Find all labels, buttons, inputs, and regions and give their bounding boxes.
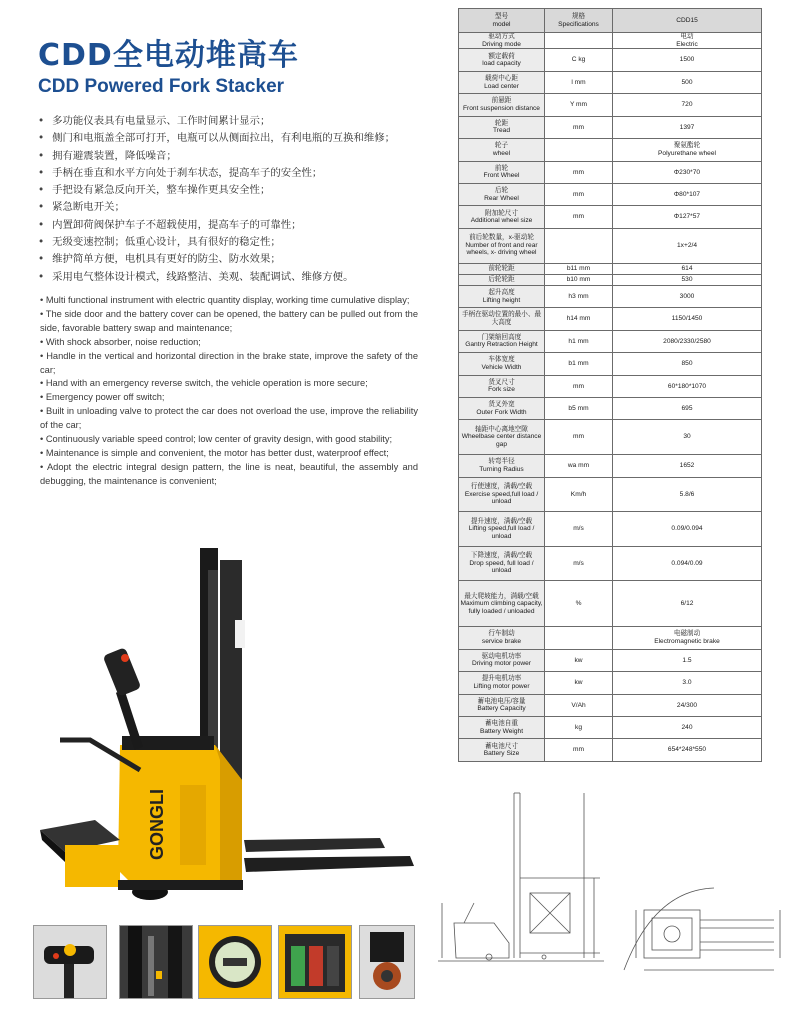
spec-label-en: Battery Capacity xyxy=(477,705,526,713)
spec-row xyxy=(459,274,762,285)
spec-unit: b5 mm xyxy=(545,398,613,420)
feature-cn-item: • 手把设有紧急反向开关，整车操作更具安全性； xyxy=(38,182,438,199)
feature-cn-item: • 侧门和电瓶盖全部可打开，电瓶可以从侧面拉出，有利电瓶的互换和维修； xyxy=(38,130,438,147)
side-view-drawing xyxy=(434,783,606,973)
spec-row xyxy=(459,94,762,116)
spec-label xyxy=(459,477,545,512)
spec-value xyxy=(613,420,762,455)
spec-label-cn: 前轮 xyxy=(494,164,509,172)
stacker-photo xyxy=(30,540,422,912)
spec-value xyxy=(613,581,762,627)
spec-label-en: Driving motor power xyxy=(472,660,531,668)
spec-label-cn: 蓄电池尺寸 xyxy=(485,742,518,750)
spec-label-en: Outer Fork Width xyxy=(476,408,527,416)
header-value: CDD15 xyxy=(613,9,762,33)
spec-row xyxy=(459,71,762,93)
spec-label xyxy=(459,546,545,581)
handle-detail-icon xyxy=(34,926,106,998)
spec-unit: % xyxy=(545,581,613,627)
spec-value-text: Φ127*57 xyxy=(673,213,701,221)
spec-row xyxy=(459,353,762,375)
spec-label xyxy=(459,455,545,477)
spec-label xyxy=(459,694,545,716)
spec-label-cn: 行车制动 xyxy=(488,630,515,638)
spec-unit: mm xyxy=(545,116,613,138)
spec-label xyxy=(459,263,545,274)
page-title-en: CDD Powered Fork Stacker xyxy=(38,76,285,97)
spec-label xyxy=(459,49,545,71)
spec-value-text: Electromagnetic brake xyxy=(654,638,720,646)
spec-label xyxy=(459,353,545,375)
warning-label xyxy=(235,620,245,648)
spec-row xyxy=(459,398,762,420)
spec-value-text: 695 xyxy=(681,404,693,412)
spec-label-en: Load center xyxy=(484,82,519,90)
header-model: 型号 model xyxy=(459,9,545,33)
feature-cn-item: • 无级变速控制；低重心设计，具有很好的稳定性； xyxy=(38,234,438,251)
spec-label-cn: 前轮轮距 xyxy=(488,264,515,272)
platform-base xyxy=(65,845,120,887)
spec-label xyxy=(459,116,545,138)
spec-row xyxy=(459,116,762,138)
spec-label xyxy=(459,71,545,93)
spec-unit: mm xyxy=(545,206,613,228)
spec-value-text: 0.094/0.09 xyxy=(671,559,703,567)
spec-value xyxy=(613,455,762,477)
spec-unit xyxy=(545,627,613,649)
feature-en-item: • Handle in the vertical and horizontal direction in the brake state, improve the safety of the car; xyxy=(40,350,418,378)
spec-label-en: Battery Size xyxy=(483,750,520,758)
feature-cn-item: • 采用电气整体设计模式，线路整洁、美观、装配调试、维修方便。 xyxy=(38,269,438,286)
spec-value xyxy=(613,228,762,263)
spec-unit: h1 mm xyxy=(545,330,613,352)
spec-label xyxy=(459,649,545,671)
meter-icon xyxy=(199,926,271,998)
spec-label-en: service brake xyxy=(481,638,522,646)
detail-thumbnails xyxy=(33,925,413,997)
spec-label-en: Battery Weight xyxy=(479,727,524,735)
spec-value-text: 1150/1450 xyxy=(671,315,703,323)
spec-value-text: 654*248*550 xyxy=(667,746,707,754)
spec-value-text: 24/300 xyxy=(676,701,698,709)
spec-value-text: 500 xyxy=(681,78,693,86)
spec-label xyxy=(459,398,545,420)
spec-value xyxy=(613,477,762,512)
spec-value-text: 0.09/0.094 xyxy=(671,525,703,533)
feature-cn-item: • 内置卸荷阀保护车子不超载使用，提高车子的可靠性； xyxy=(38,217,438,234)
spec-label xyxy=(459,228,545,263)
thumb-display-meter xyxy=(198,925,272,999)
spec-value xyxy=(613,161,762,183)
spec-label-en: Tread xyxy=(493,127,510,135)
spec-table xyxy=(458,8,762,762)
spec-label xyxy=(459,94,545,116)
spec-value xyxy=(613,49,762,71)
spec-value xyxy=(613,308,762,330)
spec-value-text: Electric xyxy=(676,40,698,48)
spec-label-en: Rear Wheel xyxy=(484,194,519,202)
spec-label-cn: 轴距中心离地空隙 xyxy=(475,425,528,433)
spec-value-text: 1652 xyxy=(679,462,695,470)
spec-label-en: Turning Radius xyxy=(479,465,524,473)
spec-label-en: Fork size xyxy=(488,386,515,394)
header-spec: 规格 Specifications xyxy=(545,9,613,33)
battery-icon xyxy=(279,926,351,998)
spec-value-text: 60*180*1070 xyxy=(667,382,707,390)
spec-unit xyxy=(545,139,613,161)
spec-label-en: Additional wheel size xyxy=(470,217,533,225)
spec-row xyxy=(459,546,762,581)
feature-en-item: • Adopt the electric integral design pattern, the line is neat, beautiful, the assembly and debugging, the maintenance is convenient; xyxy=(40,461,418,489)
feature-cn-item: • 紧急断电开关； xyxy=(38,199,438,216)
spec-value-text: 3000 xyxy=(679,292,695,300)
spec-unit: h3 mm xyxy=(545,285,613,307)
spec-label-en: wheel xyxy=(492,149,511,157)
spec-label-en: Wheelbase center distance gap xyxy=(461,433,542,449)
spec-label-cn: 车体宽度 xyxy=(488,356,515,364)
spec-label xyxy=(459,420,545,455)
spec-label-en: load capacity xyxy=(482,60,521,68)
spec-label-cn: 后轮轮距 xyxy=(488,276,515,284)
spec-label xyxy=(459,330,545,352)
spec-value-cn: 电动 xyxy=(680,33,694,41)
spec-row xyxy=(459,717,762,739)
feature-en-item: • Multi functional instrument with electric quantity display, working time cumulative display; xyxy=(40,294,418,308)
spec-row xyxy=(459,627,762,649)
spec-row xyxy=(459,139,762,161)
spec-label-cn: 提升电机功率 xyxy=(481,675,522,683)
spec-value xyxy=(613,139,762,161)
spec-label xyxy=(459,581,545,627)
spec-label-cn: 轮距 xyxy=(494,119,509,127)
feature-en-item: • Continuously variable speed control; low center of gravity design, with good stability; xyxy=(40,433,418,447)
spec-value-text: Φ230*70 xyxy=(673,168,701,176)
spec-label xyxy=(459,717,545,739)
spec-label-en: Gantry Retraction Height xyxy=(465,341,538,349)
spec-unit: b11 mm xyxy=(545,263,613,274)
spec-label-cn: 蓄电池自重 xyxy=(485,720,518,728)
spec-unit: Km/h xyxy=(545,477,613,512)
spec-label xyxy=(459,184,545,206)
spec-label-en: Driving mode xyxy=(482,40,521,48)
spec-row xyxy=(459,649,762,671)
spec-label-en: Vehicle Width xyxy=(481,363,522,371)
spec-row xyxy=(459,512,762,547)
spec-value xyxy=(613,285,762,307)
spec-value xyxy=(613,672,762,694)
spec-unit: mm xyxy=(545,420,613,455)
spec-label-cn: 附加轮尺寸 xyxy=(485,209,518,217)
base-frame xyxy=(118,880,243,890)
spec-label-cn: 货叉尺寸 xyxy=(488,378,515,386)
spec-value xyxy=(613,33,762,49)
spec-label-en: Front Wheel xyxy=(483,172,520,180)
spec-value xyxy=(613,116,762,138)
spec-row xyxy=(459,49,762,71)
spec-row xyxy=(459,33,762,49)
spec-row xyxy=(459,455,762,477)
spec-label xyxy=(459,161,545,183)
spec-row xyxy=(459,375,762,397)
spec-label-cn: 蓄电池电压/容量 xyxy=(477,697,526,705)
spec-value-cn: 电磁制动 xyxy=(673,630,701,638)
spec-label xyxy=(459,627,545,649)
spec-label-cn: 驱动方式 xyxy=(488,33,515,41)
spec-label-cn: 门架缩回高度 xyxy=(481,333,522,341)
fork-upper xyxy=(244,838,385,852)
feature-cn-item: • 手柄在垂直和水平方向处于刹车状态，提高车子的安全性； xyxy=(38,165,438,182)
spec-value xyxy=(613,627,762,649)
spec-value-text: 30 xyxy=(683,433,691,441)
spec-unit: m/s xyxy=(545,512,613,547)
feature-cn-item: • 维护简单方便，电机具有更好的防尘、防水效果； xyxy=(38,251,438,268)
spec-label xyxy=(459,308,545,330)
spec-label xyxy=(459,33,545,49)
spec-row xyxy=(459,477,762,512)
spec-label-cn: 最大爬坡能力，满载/空载 xyxy=(464,592,539,600)
spec-value-text: 1x+2/4 xyxy=(677,241,697,249)
spec-value xyxy=(613,649,762,671)
spec-row xyxy=(459,672,762,694)
spec-label xyxy=(459,375,545,397)
spec-label-cn: 货叉外宽 xyxy=(488,401,515,409)
spec-unit: kw xyxy=(545,649,613,671)
spec-label xyxy=(459,512,545,547)
spec-label-cn: 手柄在驱动位置的最小、最大高度 xyxy=(461,311,542,327)
feature-en-item: • The side door and the battery cover can be opened, the battery can be pulled out from the side, favorable battery swap and maintenance; xyxy=(40,308,418,336)
feature-en-item: • Built in unloading valve to protect the car does not overload the use, improve the reliability of the car; xyxy=(40,405,418,433)
spec-value xyxy=(613,206,762,228)
spec-row xyxy=(459,739,762,762)
spec-table-header xyxy=(459,9,762,33)
spec-value xyxy=(613,330,762,352)
spec-value xyxy=(613,71,762,93)
thumb-battery xyxy=(278,925,352,999)
handle-button xyxy=(121,654,129,662)
spec-row xyxy=(459,228,762,263)
spec-row xyxy=(459,694,762,716)
spec-label-en: Exercise speed,full load / unload xyxy=(464,490,539,506)
fork-lower xyxy=(244,856,414,872)
spec-value-text: 240 xyxy=(681,723,693,731)
spec-unit: C kg xyxy=(545,49,613,71)
spec-value-text: 720 xyxy=(681,101,693,109)
spec-unit: b1 mm xyxy=(545,353,613,375)
spec-value xyxy=(613,375,762,397)
motor-icon xyxy=(360,926,414,998)
spec-unit: m/s xyxy=(545,546,613,581)
spec-label xyxy=(459,274,545,285)
spec-label-cn: 后轮 xyxy=(494,187,509,195)
spec-unit: b10 mm xyxy=(545,274,613,285)
chain-detail-icon xyxy=(120,926,192,998)
spec-value-text: 1397 xyxy=(679,123,695,131)
feature-cn-item: • 拥有避震装置，降低噪音； xyxy=(38,148,438,165)
spec-value-text: 530 xyxy=(681,276,693,284)
spec-row xyxy=(459,161,762,183)
spec-label-cn: 提升速度，满载/空载 xyxy=(470,517,533,525)
spec-label-en: Front suspension distance xyxy=(463,105,540,113)
spec-value xyxy=(613,512,762,547)
spec-row xyxy=(459,420,762,455)
feature-cn-item: • 多功能仪表具有电量显示、工作时间累计显示； xyxy=(38,113,438,130)
spec-label-cn: 行使速度，满载/空载 xyxy=(470,482,533,490)
spec-value xyxy=(613,694,762,716)
spec-label-cn: 转弯半径 xyxy=(488,458,515,466)
spec-value xyxy=(613,353,762,375)
features-list-cn xyxy=(38,113,438,286)
spec-unit xyxy=(545,33,613,49)
spec-unit: kw xyxy=(545,672,613,694)
spec-value-text: 6/12 xyxy=(680,600,694,608)
spec-value-text: 1.5 xyxy=(682,656,692,664)
spec-label-cn: 下降速度，满载/空载 xyxy=(470,552,533,560)
spec-label-cn: 轮子 xyxy=(494,142,509,150)
spec-label-en: Maximum climbing capacity, fully loaded / unloaded xyxy=(460,600,543,615)
spec-value xyxy=(613,546,762,581)
spec-value-text: 1500 xyxy=(679,56,695,64)
spec-unit: kg xyxy=(545,717,613,739)
spec-value xyxy=(613,94,762,116)
spec-label-cn: 前悬距 xyxy=(491,97,512,105)
spec-label xyxy=(459,739,545,762)
spec-label-en: Lifting speed,full load / unload xyxy=(468,525,535,540)
spec-value xyxy=(613,717,762,739)
spec-value-text: Φ80*107 xyxy=(673,190,701,198)
spec-value xyxy=(613,263,762,274)
spec-value xyxy=(613,398,762,420)
handle-grip xyxy=(103,647,142,697)
features-list-en xyxy=(40,294,418,489)
spec-unit: mm xyxy=(545,161,613,183)
spec-row xyxy=(459,263,762,274)
spec-unit: mm xyxy=(545,184,613,206)
spec-unit: V/Ah xyxy=(545,694,613,716)
spec-label-en: Lifting height xyxy=(482,296,521,304)
spec-row xyxy=(459,330,762,352)
spec-value xyxy=(613,274,762,285)
spec-unit xyxy=(545,228,613,263)
feature-en-item: • With shock absorber, noise reduction; xyxy=(40,336,418,350)
spec-value-cn: 聚氨酯轮 xyxy=(673,142,701,150)
spec-label xyxy=(459,285,545,307)
feature-en-item: • Emergency power off switch; xyxy=(40,391,418,405)
spec-label-en: Lifting motor power xyxy=(473,682,530,690)
spec-value-text: 614 xyxy=(681,264,693,272)
spec-unit: Y mm xyxy=(545,94,613,116)
top-view-drawing xyxy=(614,880,786,980)
spec-value-text: 2080/2330/2580 xyxy=(663,337,711,345)
spec-row xyxy=(459,184,762,206)
thumb-motor xyxy=(359,925,415,999)
brand-panel xyxy=(180,785,206,865)
spec-row xyxy=(459,581,762,627)
feature-en-item: • Maintenance is simple and convenient, the motor has better dust, waterproof effect; xyxy=(40,447,418,461)
spec-unit: mm xyxy=(545,375,613,397)
spec-unit: wa mm xyxy=(545,455,613,477)
spec-label-cn: 驱动电机功率 xyxy=(481,652,522,660)
spec-value xyxy=(613,184,762,206)
spec-value-text: 3.0 xyxy=(682,679,692,687)
spec-label-cn: 载荷中心距 xyxy=(485,75,518,83)
spec-row xyxy=(459,206,762,228)
brand-logo: GONGLI xyxy=(147,789,167,860)
spec-unit: mm xyxy=(545,739,613,762)
page-title-cn: CDD全电动堆高车 xyxy=(38,38,299,73)
spec-label xyxy=(459,206,545,228)
feature-en-item: • Hand with an emergency reverse switch, the vehicle operation is more secure; xyxy=(40,377,418,391)
thumb-handle xyxy=(33,925,107,999)
spec-value-text: Polyurethane wheel xyxy=(658,149,716,157)
spec-value xyxy=(613,739,762,762)
spec-label-cn: 额定载荷 xyxy=(488,52,515,60)
spec-label-cn: 前后轮数量，x-驱动轮 xyxy=(469,234,534,242)
spec-unit: l mm xyxy=(545,71,613,93)
spec-row xyxy=(459,285,762,307)
spec-label-en: Number of front and rear wheels, x- driving wheel xyxy=(465,241,538,257)
spec-unit: h14 mm xyxy=(545,308,613,330)
spec-value-text: 850 xyxy=(681,360,693,368)
spec-value-text: 5.8/6 xyxy=(679,490,695,498)
spec-label xyxy=(459,672,545,694)
spec-label-en: Drop speed, full load / unload xyxy=(469,559,534,575)
spec-label-cn: 起升高度 xyxy=(488,289,515,297)
spec-row xyxy=(459,308,762,330)
spec-label xyxy=(459,139,545,161)
thumb-mast-chain xyxy=(119,925,193,999)
